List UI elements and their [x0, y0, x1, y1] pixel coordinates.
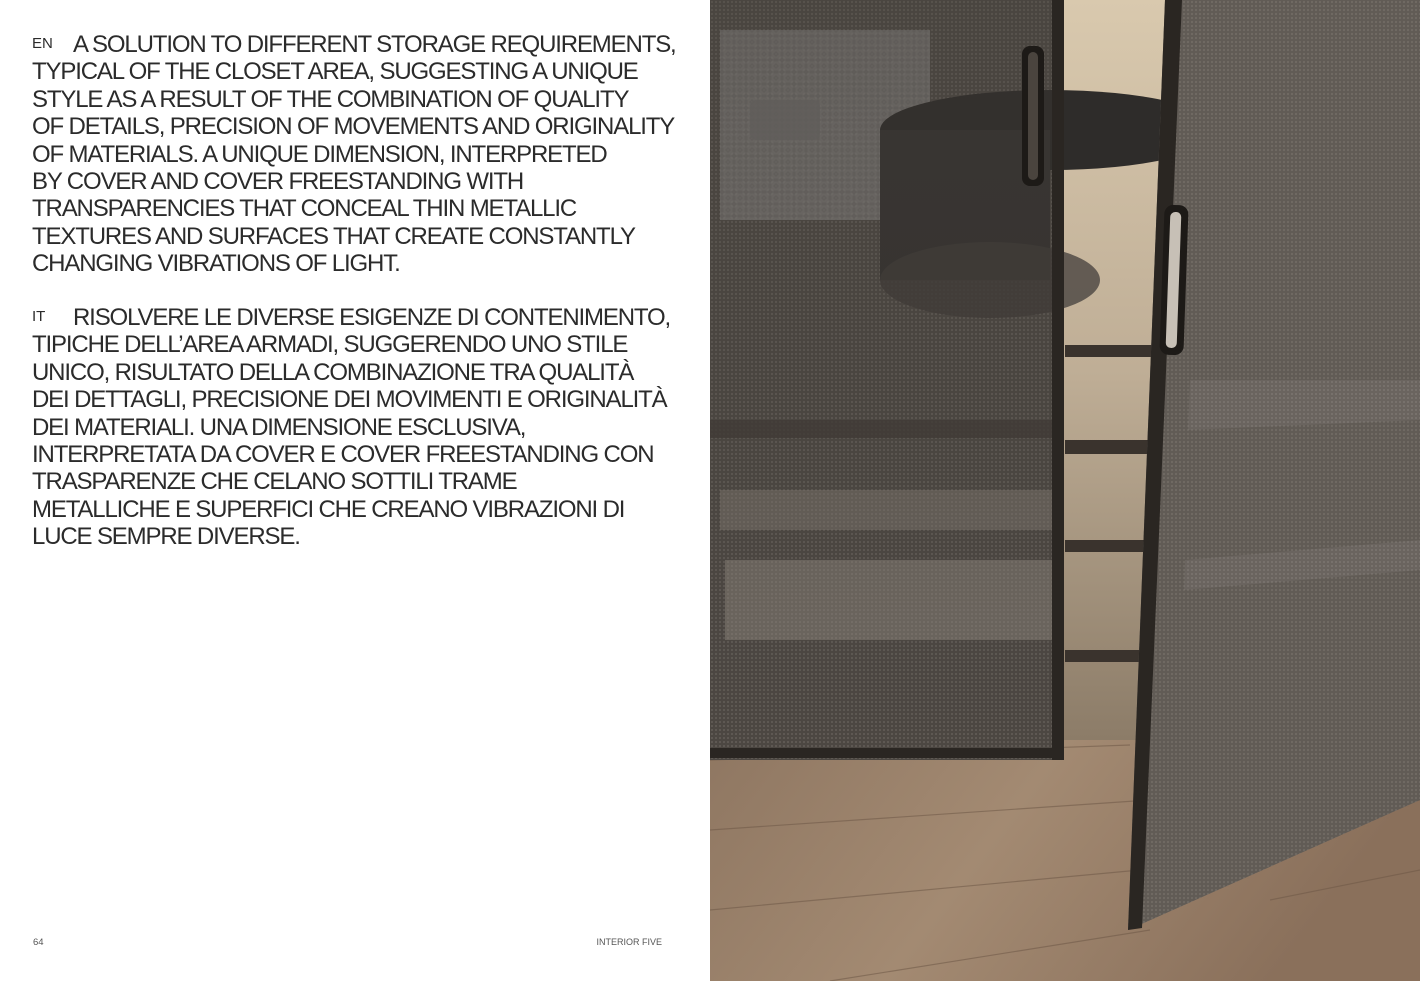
paragraph-line: CHANGING VIBRATIONS OF LIGHT. — [32, 250, 400, 278]
paragraph-line: METALLICHE E SUPERFICI CHE CREANO VIBRAZIONI DI — [32, 495, 625, 523]
paragraph-line: TYPICAL OF THE CLOSET AREA, SUGGESTING A UNIQUE — [32, 58, 638, 86]
catalog-title: INTERIOR FIVE — [596, 937, 662, 947]
paragraph-line: TRASPARENZE CHE CELANO SOTTILI TRAME — [32, 468, 517, 496]
english-paragraph — [32, 30, 682, 278]
italian-paragraph — [32, 303, 682, 551]
paragraph-line: BY COVER AND COVER FREESTANDING WITH — [32, 168, 524, 196]
paragraph-line: TRANSPARENCIES THAT CONCEAL THIN METALLIC — [32, 195, 577, 223]
language-tag-en: EN — [32, 35, 53, 52]
paragraph-line: OF DETAILS, PRECISION OF MOVEMENTS AND ORIGINALITY — [32, 113, 675, 141]
paragraph-line: IT RISOLVERE LE DIVERSE ESIGENZE DI CONTENIMENTO, — [32, 304, 671, 331]
wardrobe-photo — [710, 0, 1420, 981]
page-number: 64 — [33, 937, 44, 948]
paragraph-line: INTERPRETATA DA COVER E COVER FREESTANDING CON — [32, 441, 654, 469]
paragraph-line: UNICO, RISULTATO DELLA COMBINAZIONE TRA QUALITÀ — [32, 358, 634, 386]
paragraph-line: TEXTURES AND SURFACES THAT CREATE CONSTANTLY — [32, 222, 635, 250]
paragraph-line: OF MATERIALS. A UNIQUE DIMENSION, INTERPRETED — [32, 140, 607, 168]
paragraph-line: DEI MATERIALI. UNA DIMENSIONE ESCLUSIVA, — [32, 413, 526, 441]
paragraph-line: DEI DETTAGLI, PRECISIONE DEI MOVIMENTI E ORIGINALITÀ — [32, 386, 667, 414]
paragraph-line: EN A SOLUTION TO DIFFERENT STORAGE REQUIREMENTS, — [32, 31, 676, 58]
paragraph-line: STYLE AS A RESULT OF THE COMBINATION OF QUALITY — [32, 85, 629, 113]
paragraph-line: TIPICHE DELL’AREA ARMADI, SUGGERENDO UNO STILE — [32, 331, 628, 359]
paragraph-line: LUCE SEMPRE DIVERSE. — [32, 523, 300, 551]
language-tag-it: IT — [32, 308, 46, 325]
